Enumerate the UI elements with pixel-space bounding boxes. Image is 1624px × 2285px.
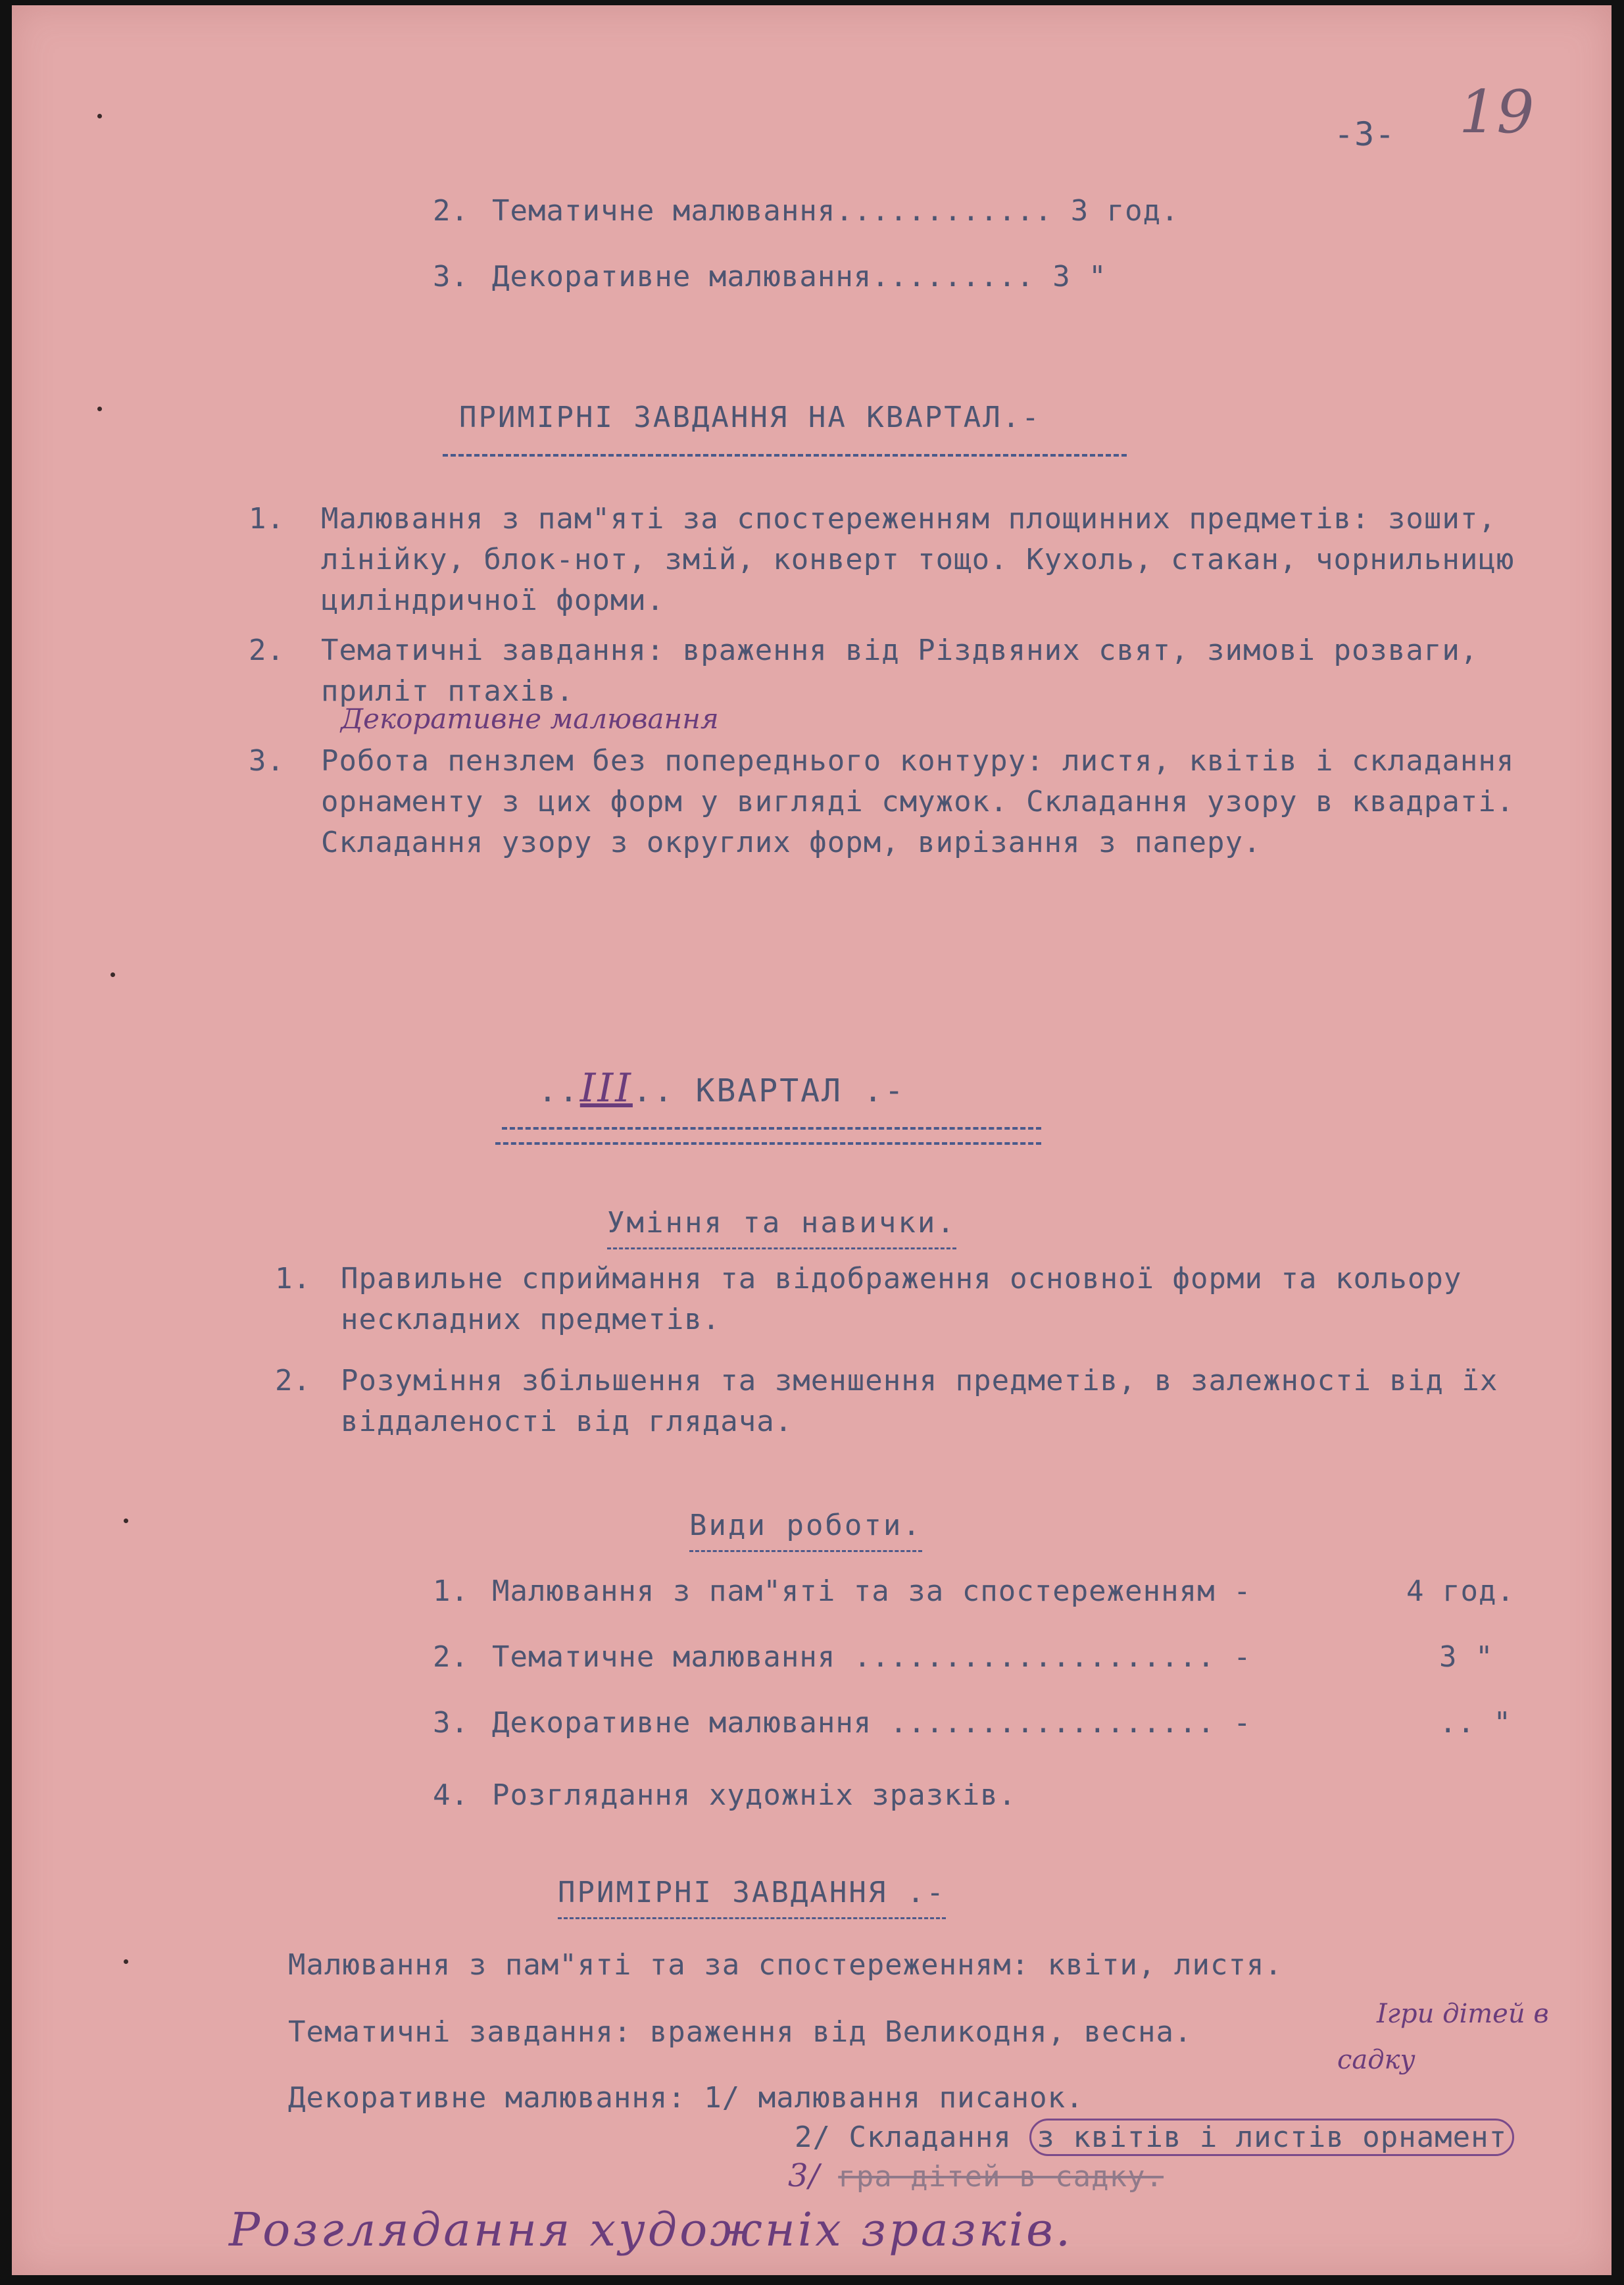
- handwritten-play-note: Ігри дітей в: [1377, 1999, 1549, 2029]
- work-type-item: 4. Розглядання художніх зразків.: [433, 1778, 1017, 1812]
- q3-tasks-heading: ПРИМІРНІ ЗАВДАННЯ .-: [558, 1872, 946, 1919]
- q2-hours-item: 3. Декоративне малювання......... 3 ": [433, 260, 1107, 293]
- heading-underline: [443, 454, 1127, 457]
- skills-heading: Уміння та навички.: [607, 1203, 956, 1249]
- q2-task-item: 2. Тематичні завдання: враження від Різдвяних свят, зимові розваги, приліт птахів.: [249, 634, 1479, 708]
- struck-text: гра дітей в садку.: [838, 2160, 1164, 2194]
- q3-decor-line: 2/ Складання з квітів і листів орнамент: [795, 2117, 1514, 2158]
- punch-hole: [124, 1519, 128, 1523]
- inserted-phrase: з квітів і листів орнамент: [1029, 2119, 1514, 2156]
- q3-heading: ..III.. КВАРТАЛ .-: [538, 1065, 906, 1111]
- q2-hours-item: 2. Тематичне малювання............ 3 год.: [433, 194, 1179, 228]
- q3-roman-numeral: III: [579, 1065, 633, 1111]
- document-page: [12, 5, 1612, 2275]
- punch-hole: [97, 407, 102, 411]
- handwritten-garden-note: садку: [1337, 2045, 1415, 2075]
- q2-tasks-heading: ПРИМІРНІ ЗАВДАННЯ НА КВАРТАЛ.-: [459, 401, 1041, 434]
- work-type-item: 1. Малювання з пам"яті та за спостереженням - 4 год.: [433, 1574, 1515, 1608]
- q3-task-line: Тематичні завдання: враження від Великодня, весна.: [288, 2015, 1193, 2049]
- skills-item: 1. Правильне сприймання та відображення основної форми та кольору нескладних предметів.: [275, 1262, 1462, 1336]
- punch-hole: [124, 1959, 128, 1964]
- q2-task-item: 1. Малювання з пам"яті за спостереженням площинних предметів: зошит, лінійку, блок-нот, змій, конверт тощо. Кухоль, стакан, чорнильницю циліндричної форми.: [249, 502, 1515, 617]
- q3-task-line: Малювання з пам"яті та за спостереженням: квіти, листя.: [288, 1948, 1283, 1982]
- handwritten-annotation-decor: Декоративне малювання: [341, 703, 719, 735]
- work-types-heading: Види роботи.: [689, 1505, 922, 1552]
- handwritten-bottom-line: Розглядання художніх зразків.: [229, 2203, 1073, 2257]
- punch-hole: [97, 114, 102, 118]
- q2-task-item: 3. Робота пензлем без попереднього контуру: листя, квітів і складання орнаменту з цих форм у вигляді смужок. Складання узору в квадраті. Складання узору з округлих форм, вирізання з паперу.: [249, 744, 1515, 859]
- heading-underline: [495, 1142, 1041, 1145]
- heading-underline: [502, 1127, 1041, 1130]
- page-number: -3-: [1334, 115, 1396, 153]
- work-type-item: 2. Тематичне малювання .................... - 3 ": [433, 1640, 1494, 1674]
- skills-item: 2. Розуміння збільшення та зменшення предметів, в залежності від їх віддаленості від глядача.: [275, 1364, 1498, 1438]
- work-type-item: 3. Декоративне малювання .................. - .. ": [433, 1706, 1512, 1740]
- q3-decor-line: Декоративне малювання: 1/ малювання писанок.: [288, 2081, 1084, 2115]
- folio-number: 19: [1459, 78, 1535, 147]
- punch-hole: [111, 972, 115, 977]
- q3-decor-line: 3/ гра дітей в садку.: [788, 2157, 1164, 2194]
